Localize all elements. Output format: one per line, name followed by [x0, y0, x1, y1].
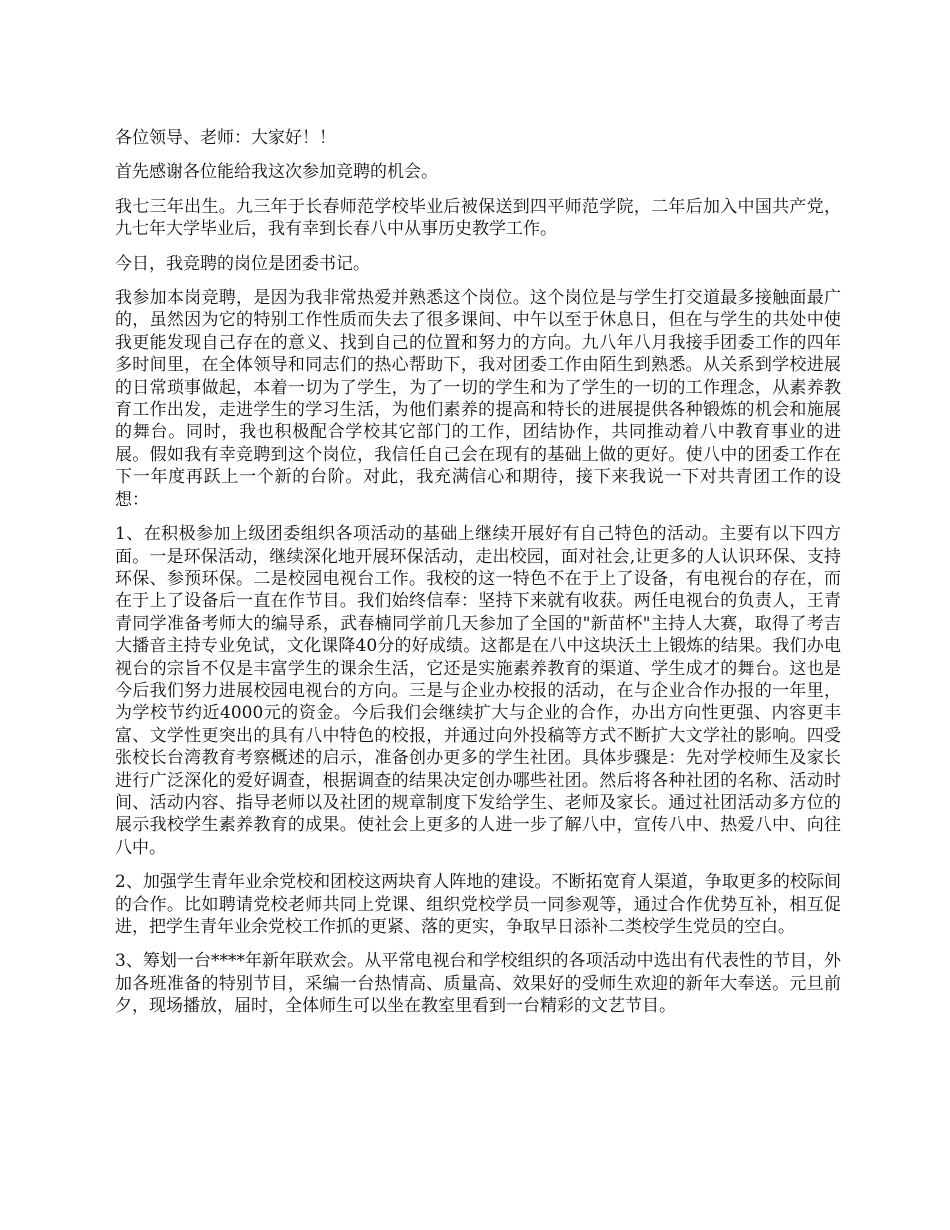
thanks-paragraph: 首先感谢各位能给我这次参加竞聘的机会。 [115, 162, 438, 183]
plan-item-1-paragraph: 1、在积极参加上级团委组织各项活动的基础上继续开展好有自己特色的活动。主要有以下四方面。一是环保活动，继续深化地开展环保活动，走出校园，面对社会,让更多的人认识环保、支持环保、参预环保。二是校园电视台工作。我校的这一特色不在于上了设备，有电视台的存在，而在于上了设备后一直在作节目。我们始终信奉：坚持下来就有收获。两任电视台的负责人，王青青同学准备考师大的编导系，武春楠同学前几天参加了全国的"新苗杯"主持人大赛，取得了考吉大播音主持专业免试，文化课降40分的好成绩。这都是在八中这块沃土上锻炼的结果。我们办电视台的宗旨不仅是丰富学生的课余生活，它还是实施素养教育的渠道、学生成才的舞台。这也是今后我们努力进展校园电视台的方向。三是与企业办校报的活动，在与企业合作办报的一年里，为学校节约近4000元的资金。今后我们会继续扩大与企业的合作，办出方向性更强、内容更丰富、文学性更突出的具有八中特色的校报，并通过向外投稿等方式不断扩大文学社的影响。四受张校长台湾教育考察概述的启示，准备创办更多的学生社团。具体步骤是：先对学校师生及家长进行广泛深化的爱好调查，根据调查的结果决定创办哪些社团。然后将各种社团的名称、活动时间、活动内容、指导老师以及社团的规章制度下发给学生、老师及家长。通过社团活动多方位的展示我校学生素养教育的成果。使社会上更多的人进一步了解八中，宣传八中、热爱八中、向往八中。 [115, 524, 841, 858]
plan-item-2-paragraph: 2、加强学生青年业余党校和团校这两块育人阵地的建设。不断拓宽育人渠道，争取更多的校际间的合作。比如聘请党校老师共同上党课、组织党校学员一同参观等，通过合作优势互补，相互促进，把学生青年业余党校工作抓的更紧、落的更实，争取早日添补二类校学生党员的空白。 [115, 872, 841, 937]
background-paragraph: 我七三年出生。九三年于长春师范学校毕业后被保送到四平师范学院，二年后加入中国共产党，九七年大学毕业后，我有幸到长春八中从事历史教学工作。 [115, 196, 841, 240]
greeting-paragraph: 各位领导、老师：大家好！！ [115, 128, 336, 148]
motivation-paragraph: 我参加本岗竞聘，是因为我非常热爱并熟悉这个岗位。这个岗位是与学生打交道最多接触面最广的，虽然因为它的特别工作性质而失去了很多课间、中午以至于休息日，但在与学生的共处中使我更能发现自己存在的意义、找到自己的位置和努力的方向。九八年八月我接手团委工作的四年多时间里，在全体领导和同志们的热心帮助下，我对团委工作由陌生到熟悉。从关系到学校进展的日常琐事做起，本着一切为了学生，为了一切的学生和为了学生的一切的工作理念，从素养教育工作出发，走进学生的学习生活，为他们素养的提高和特长的进展提供各种锻炼的机会和施展的舞台。同时，我也积极配合学校其它部门的工作，团结协作，共同推动着八中教育事业的进展。假如我有幸竞聘到这个岗位，我信任自己会在现有的基础上做的更好。使八中的团委工作在下一年度再跃上一个新的台阶。对此，我充满信心和期待，接下来我说一下对共青团工作的设想： [115, 288, 841, 510]
plan-item-3-paragraph: 3、筹划一台****年新年联欢会。从平常电视台和学校组织的各项活动中选出有代表性的节目，外加各班准备的特别节目，采编一台热情高、质量高、效果好的受师生欢迎的新年大奉送。元旦前夕，现场播放，届时，全体师生可以坐在教室里看到一台精彩的文艺节目。 [115, 951, 841, 1017]
position-paragraph: 今日，我竞聘的岗位是团委书记。 [115, 253, 370, 274]
document-body [115, 127, 841, 1030]
